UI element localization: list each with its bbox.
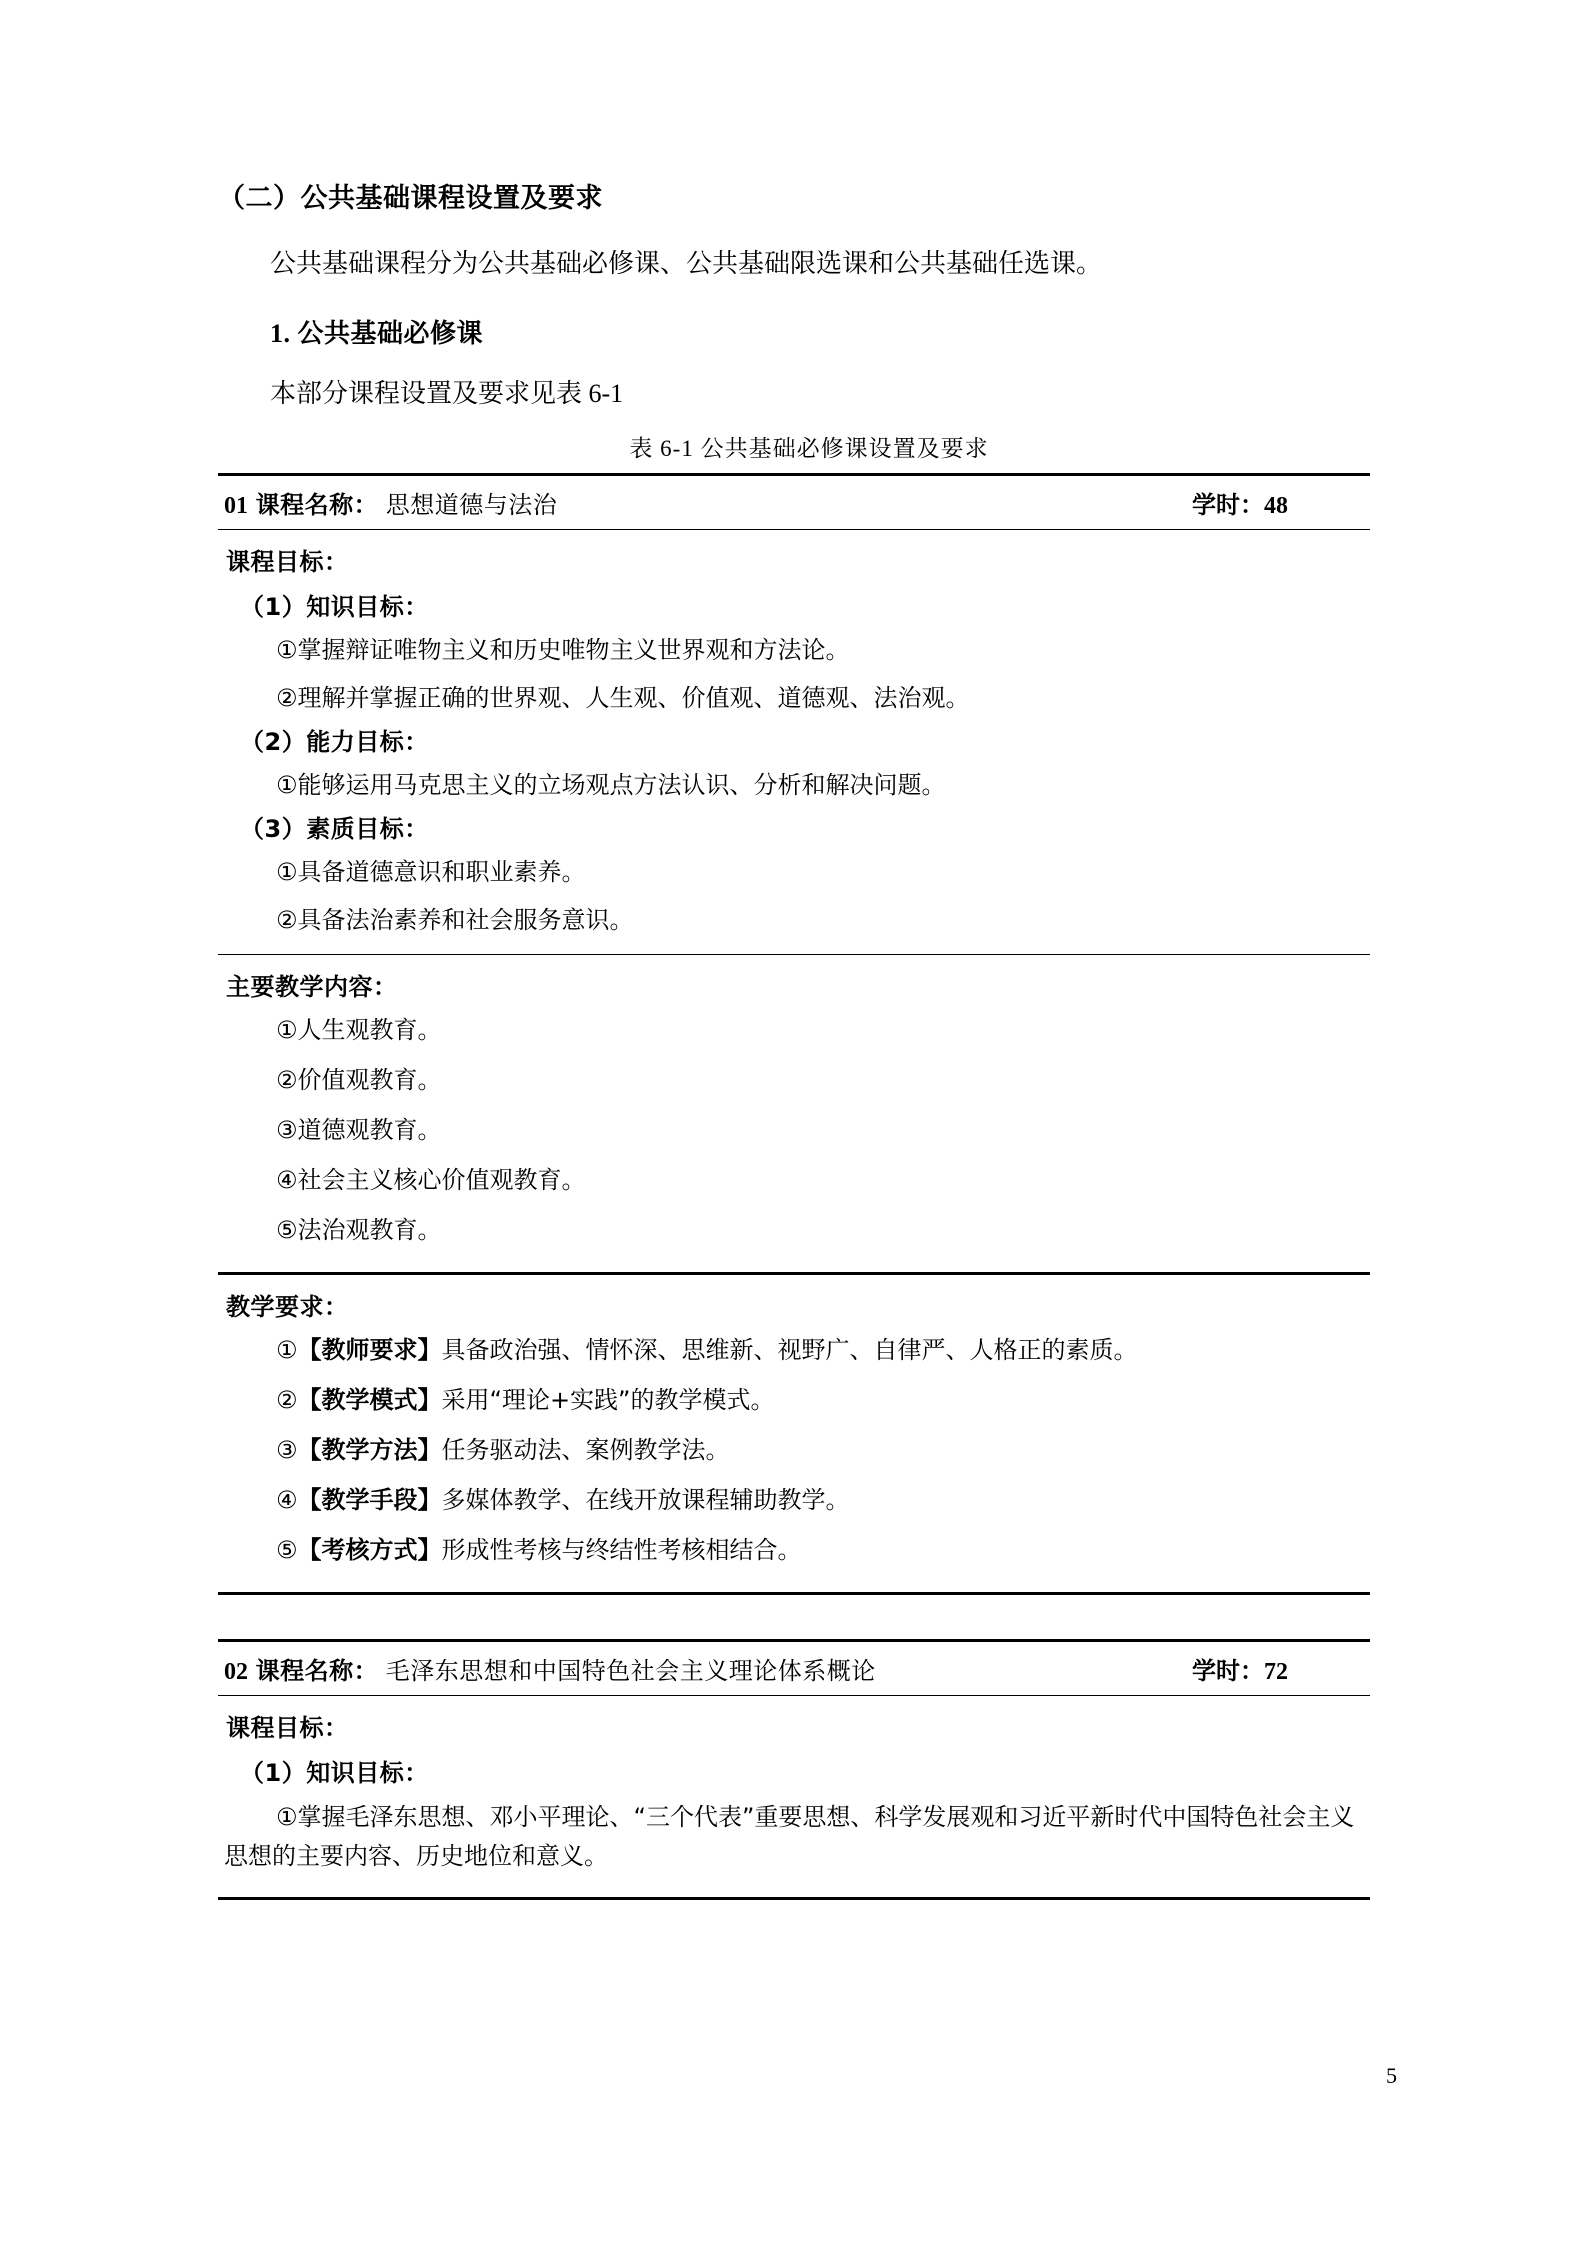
requirement-text: 采用“理论+实践”的教学模式。 [441,1385,775,1414]
requirement-index: ② [276,1385,298,1414]
course-01-hours-value: 48 [1264,492,1288,519]
objective-item: ①能够运用马克思主义的立场观点方法认识、分析和解决问题。 [276,770,946,799]
content-item: ⑤法治观教育。 [276,1215,442,1244]
page-content [218,176,1370,1900]
requirement-item [224,1432,1364,1468]
teaching-requirements-label: 教学要求： [226,1292,349,1321]
objective-item: ②理解并掌握正确的世界观、人生观、价值观、道德观、法治观。 [276,683,970,712]
course-02-hours-value: 72 [1264,1658,1288,1685]
block-spacer [218,1595,1370,1639]
course-name-label: 课程名称： [255,1656,379,1685]
requirement-index: ④ [276,1485,298,1514]
course-01-name: 思想道德与法治 [385,490,558,519]
subsection-note: 本部分课程设置及要求见表 6-1 [270,378,624,408]
page-number: 5 [1386,2063,1397,2088]
course-objectives-label: 课程目标： [226,1713,349,1742]
requirement-tag: 【教师要求】 [297,1335,442,1364]
course-name-label: 课程名称： [255,490,379,519]
hours-label: 学时： [1192,1656,1264,1685]
objective-item: ①掌握辩证唯物主义和历史唯物主义世界观和方法论。 [276,635,850,664]
course-objectives-label: 课程目标： [226,547,349,576]
course-02-hours [1192,1651,1366,1686]
content-item: ②价值观教育。 [276,1065,442,1094]
course-01-teaching-requirements [218,1272,1370,1592]
objective-group-title: （1）知识目标： [240,592,429,621]
course-01-hours [1192,485,1366,520]
course-02-number: 02 [224,1658,248,1685]
course-02-header-row [218,1642,1370,1695]
requirement-item [224,1532,1364,1568]
course-block-01 [218,473,1370,1595]
objective-item: ①具备道德意识和职业素养。 [276,857,586,886]
requirement-tag: 【教学方法】 [297,1435,442,1464]
requirement-text: 多媒体教学、在线开放课程辅助教学。 [441,1485,850,1514]
objective-group-title: （2）能力目标： [240,727,429,756]
requirement-text: 形成性考核与终结性考核相结合。 [441,1535,802,1564]
requirement-item [224,1332,1364,1368]
requirement-tag: 【教学模式】 [297,1385,442,1414]
main-content-label: 主要教学内容： [226,972,398,1001]
objective-group-title: （3）素质目标： [240,814,429,843]
objective-item: ①掌握毛泽东思想、邓小平理论、“三个代表”重要思想、科学发展观和习近平新时代中国特色社会主义思想的主要内容、历史地位和意义。 [224,1802,1355,1871]
requirement-tag: 【考核方式】 [297,1535,442,1564]
requirement-tag: 【教学手段】 [297,1485,442,1514]
requirement-index: ① [276,1335,298,1364]
content-item: ①人生观教育。 [276,1015,442,1044]
subsection-heading: 1. 公共基础必修课 [270,318,484,348]
course-01-main-content [218,954,1370,1272]
objective-group-title: （1）知识目标： [240,1758,429,1787]
objective-item: ②具备法治素养和社会服务意识。 [276,905,634,934]
course-01-header-row [218,476,1370,529]
course-01-number: 01 [224,492,248,519]
course-block-02 [218,1639,1370,1900]
course-02-bottom-rule [218,1897,1370,1900]
course-02-objectives [218,1695,1370,1897]
requirement-item [224,1382,1364,1418]
requirement-text: 具备政治强、情怀深、思维新、视野广、自律严、人格正的素质。 [441,1335,1138,1364]
section-heading: （二）公共基础课程设置及要求 [218,183,603,214]
table-caption: 表 6-1 公共基础必修课设置及要求 [629,435,989,461]
hours-label: 学时： [1192,490,1264,519]
course-01-objectives [218,529,1370,954]
content-item: ③道德观教育。 [276,1115,442,1144]
course-02-name: 毛泽东思想和中国特色社会主义理论体系概论 [385,1656,876,1685]
intro-paragraph: 公共基础课程分为公共基础必修课、公共基础限选课和公共基础任选课。 [270,249,1103,278]
requirement-text: 任务驱动法、案例教学法。 [441,1435,730,1464]
requirement-index: ③ [276,1435,298,1464]
requirement-index: ⑤ [276,1535,298,1564]
course-02-title [224,1651,876,1686]
content-item: ④社会主义核心价值观教育。 [276,1165,586,1194]
requirement-item [224,1482,1364,1518]
course-01-title [224,485,557,520]
